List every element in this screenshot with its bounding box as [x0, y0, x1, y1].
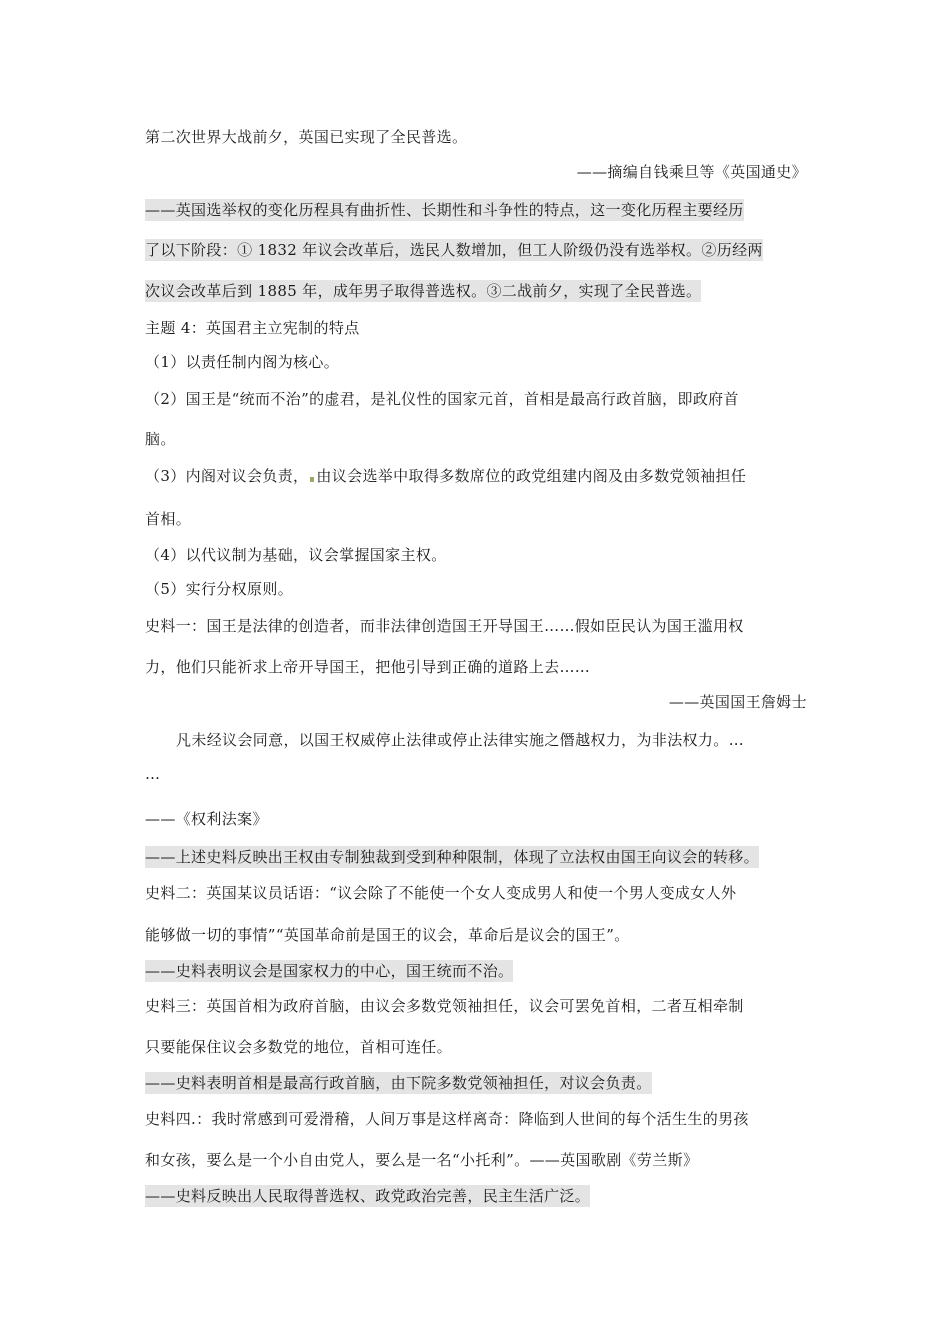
edit-mark-icon — [310, 477, 314, 482]
list-item: （2）国王是“统而不治”的虚君，是礼仪性的国家元首，首相是最高行政首脑，即政府首 — [145, 390, 739, 408]
list-item: （1）以责任制内阁为核心。 — [145, 353, 340, 371]
text-line: … — [145, 765, 161, 783]
text-line: 史料二：英国某议员话语：“议会除了不能使一个女人变成男人和使一个男人变成女人外 — [145, 884, 737, 902]
text-line: 力，他们只能祈求上帝开导国王，把他引导到正确的道路上去…… — [145, 658, 591, 676]
text-line: 只要能保住议会多数党的地位，首相可连任。 — [145, 1038, 453, 1056]
highlighted-analysis: 了以下阶段：① 1832 年议会改革后，选民人数增加，但工人阶级仍没有选举权。②历经两 — [145, 241, 763, 259]
text-segment: 由议会选举中取得多数席位的政党组建内阁及由多数党领袖担任 — [316, 467, 747, 485]
text-line: 脑。 — [145, 430, 176, 448]
text-line: 首相。 — [145, 510, 192, 528]
source-citation: ——摘编自钱乘旦等《英国通史》 — [576, 163, 807, 181]
text-line: 史料四.：我时常感到可爱滑稽，人间万事是这样离奇：降临到人世间的每个活生生的男孩 — [145, 1110, 749, 1128]
text-line: 史料三：英国首相为政府首脑，由议会多数党领袖担任，议会可罢免首相，二者互相牵制 — [145, 997, 744, 1015]
highlighted-analysis: ——史料反映出人民取得普选权、政党政治完善，民主生活广泛。 — [145, 1187, 591, 1205]
text-line: 凡未经议会同意，以国王权威停止法律或停止法律实施之僭越权力，为非法权力。… — [176, 731, 744, 749]
highlighted-analysis: ——上述史料反映出王权由专制独裁到受到种种限制，体现了立法权由国王向议会的转移。 — [145, 848, 760, 866]
text-line: 第二次世界大战前夕，英国已实现了全民普选。 — [145, 128, 468, 146]
highlighted-analysis: ——史料表明议会是国家权力的中心，国王统而不治。 — [145, 962, 514, 980]
text-segment: （3）内阁对议会负责， — [145, 467, 309, 485]
list-item: （5）实行分权原则。 — [145, 580, 294, 598]
source-citation: ——英国国王詹姆士 — [668, 693, 807, 711]
section-heading: 主题 4：英国君主立宪制的特点 — [145, 319, 360, 337]
highlighted-analysis: ——英国选举权的变化历程具有曲折性、长期性和斗争性的特点，这一变化历程主要经历 — [145, 201, 744, 219]
list-item: （4）以代议制为基础，议会掌握国家主权。 — [145, 546, 447, 564]
source-citation: ——《权利法案》 — [145, 810, 268, 828]
list-item — [145, 465, 746, 487]
highlighted-analysis: 次议会改革后到 1885 年，成年男子取得普选权。③二战前夕，实现了全民普选。 — [145, 282, 702, 300]
text-line: 能够做一切的事情”“英国革命前是国王的议会，革命后是议会的国王”。 — [145, 926, 630, 944]
highlighted-analysis: ——史料表明首相是最高行政首脑，由下院多数党领袖担任，对议会负责。 — [145, 1074, 652, 1092]
text-line: 史料一：国王是法律的创造者，而非法律创造国王开导国王……假如臣民认为国王滥用权 — [145, 617, 744, 635]
text-line: 和女孩，要么是一个小自由党人，要么是一名“小托利”。——英国歌剧《劳兰斯》 — [145, 1151, 699, 1169]
